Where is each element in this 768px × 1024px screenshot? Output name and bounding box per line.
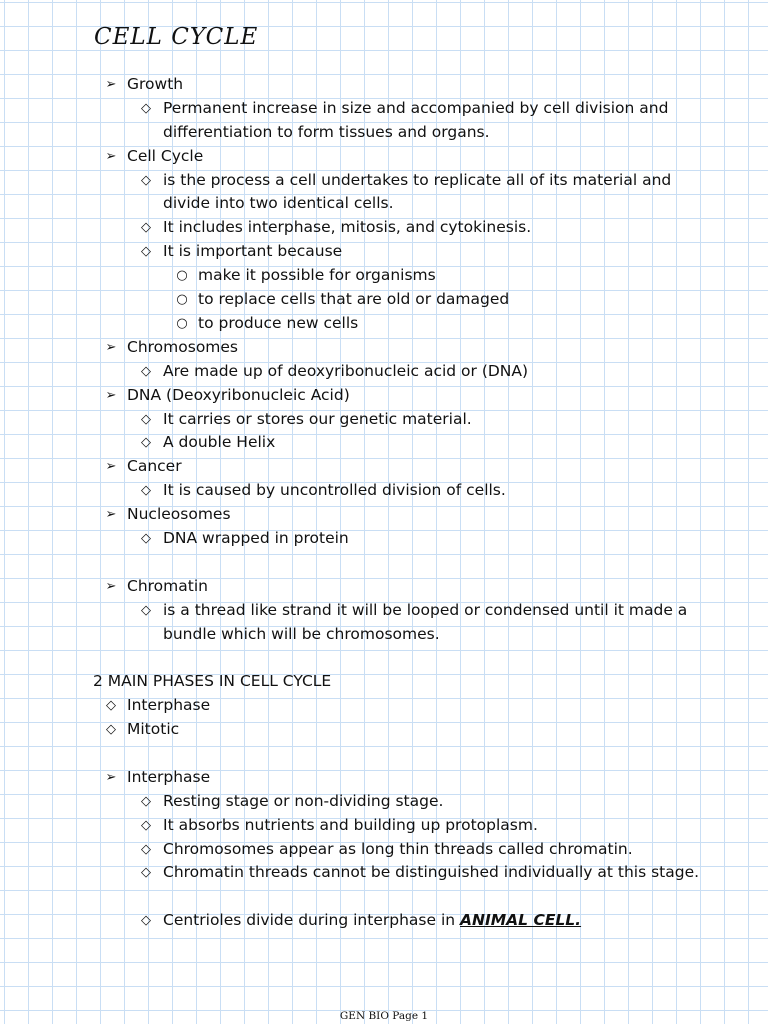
list-item [0, 718, 768, 742]
blank-line [0, 646, 768, 670]
list-item-text: It includes interphase, mitosis, and cytokinesis. [163, 218, 532, 237]
list-item-text: Nucleosomes [127, 505, 231, 524]
list-item [0, 288, 768, 312]
list-item-text: Chromatin threads cannot be distinguished individually at this stage. [163, 863, 700, 882]
page-title: CELL CYCLE [94, 24, 259, 50]
list-item [0, 264, 768, 288]
list-item [0, 312, 768, 336]
list-item-text: Centrioles divide during interphase in ANIMAL CELL. [163, 911, 582, 930]
list-item [0, 240, 768, 264]
circle-bullet-icon: ○ [176, 292, 188, 308]
blank-line [0, 742, 768, 766]
list-item-text: It is important because [163, 242, 343, 261]
list-item-text: is the process a cell undertakes to replicate all of its material and divide into two identical cells. [163, 170, 672, 213]
diamond-bullet-icon: ◇ [141, 411, 151, 427]
list-item-text: is a thread like strand it will be looped or condensed until it made a bundle which will be chromosomes. [163, 600, 688, 643]
list-item [0, 861, 768, 909]
list-item-text: It is caused by uncontrolled division of cells. [163, 481, 506, 500]
list-item-text: Chromosomes appear as long thin threads called chromatin. [163, 839, 633, 858]
section-heading [0, 670, 768, 694]
diamond-bullet-icon: ◇ [141, 172, 151, 188]
list-item-text: A double Helix [163, 433, 276, 452]
list-item-text: Mitotic [127, 720, 180, 739]
list-item [0, 575, 768, 599]
list-item [0, 599, 768, 647]
list-item [0, 408, 768, 432]
blank-line [0, 551, 768, 575]
list-item [0, 814, 768, 838]
list-item [0, 336, 768, 360]
list-item [0, 360, 768, 384]
notes-content [0, 73, 768, 933]
diamond-bullet-icon: ◇ [106, 698, 116, 714]
list-item-text: Interphase [127, 767, 211, 786]
list-item-text: DNA wrapped in protein [163, 528, 349, 547]
arrow-bullet-icon: ➢ [105, 339, 117, 355]
list-item [0, 145, 768, 169]
list-item-text: DNA (Deoxyribonucleic Acid) [127, 385, 350, 404]
diamond-bullet-icon: ◇ [141, 483, 151, 499]
list-item-text: Growth [127, 75, 184, 93]
list-item [0, 766, 768, 790]
arrow-bullet-icon: ➢ [105, 387, 117, 403]
list-item [0, 97, 768, 145]
list-item-text: Permanent increase in size and accompanied by cell division and differentiation to form tissues and organs. [163, 98, 669, 141]
diamond-bullet-icon: ◇ [141, 363, 151, 379]
list-item-text: Chromatin [127, 576, 208, 595]
diamond-bullet-icon: ◇ [141, 530, 151, 546]
list-item-text: It absorbs nutrients and building up protoplasm. [163, 815, 538, 834]
arrow-bullet-icon: ➢ [105, 507, 117, 523]
arrow-bullet-icon: ➢ [105, 578, 117, 594]
list-item [0, 216, 768, 240]
diamond-bullet-icon: ◇ [141, 841, 151, 857]
diamond-bullet-icon: ◇ [141, 817, 151, 833]
list-item [0, 838, 768, 862]
list-item [0, 431, 768, 455]
page-footer: GEN BIO Page 1 [339, 1010, 429, 1022]
diamond-bullet-icon: ◇ [141, 435, 151, 451]
list-item [0, 694, 768, 718]
list-item [0, 527, 768, 551]
diamond-bullet-icon: ◇ [141, 244, 151, 260]
list-item-text: Resting stage or non-dividing stage. [163, 791, 444, 810]
diamond-bullet-icon: ◇ [141, 913, 151, 929]
list-item-text: Cancer [127, 457, 182, 476]
list-item [0, 790, 768, 814]
diamond-bullet-icon: ◇ [141, 793, 151, 809]
list-item [0, 169, 768, 217]
list-item-text: It carries or stores our genetic material. [163, 409, 472, 428]
list-item [0, 455, 768, 479]
list-item-text: make it possible for organisms [198, 266, 436, 285]
list-item-text: Cell Cycle [127, 146, 204, 165]
list-item-text: to produce new cells [198, 313, 359, 332]
list-item-text: Chromosomes [127, 337, 239, 356]
diamond-bullet-icon: ◇ [106, 722, 116, 738]
list-item [0, 503, 768, 527]
list-item-text: to replace cells that are old or damaged [198, 290, 510, 309]
arrow-bullet-icon: ➢ [105, 459, 117, 475]
circle-bullet-icon: ○ [176, 315, 188, 331]
list-item-text: Interphase [127, 696, 211, 715]
list-item [0, 909, 768, 933]
arrow-bullet-icon: ➢ [105, 148, 117, 164]
arrow-bullet-icon: ➢ [105, 77, 117, 92]
emphasis-text: ANIMAL CELL. [460, 911, 582, 930]
diamond-bullet-icon: ◇ [141, 865, 151, 881]
list-item [0, 384, 768, 408]
list-item [0, 479, 768, 503]
diamond-bullet-icon: ◇ [141, 100, 151, 116]
list-item-text: Are made up of deoxyribonucleic acid or (DNA) [163, 361, 529, 380]
diamond-bullet-icon: ◇ [141, 220, 151, 236]
circle-bullet-icon: ○ [176, 268, 188, 284]
list-item-text: 2 MAIN PHASES IN CELL CYCLE [93, 672, 332, 691]
diamond-bullet-icon: ◇ [141, 602, 151, 618]
arrow-bullet-icon: ➢ [105, 769, 117, 785]
list-item [0, 73, 768, 97]
